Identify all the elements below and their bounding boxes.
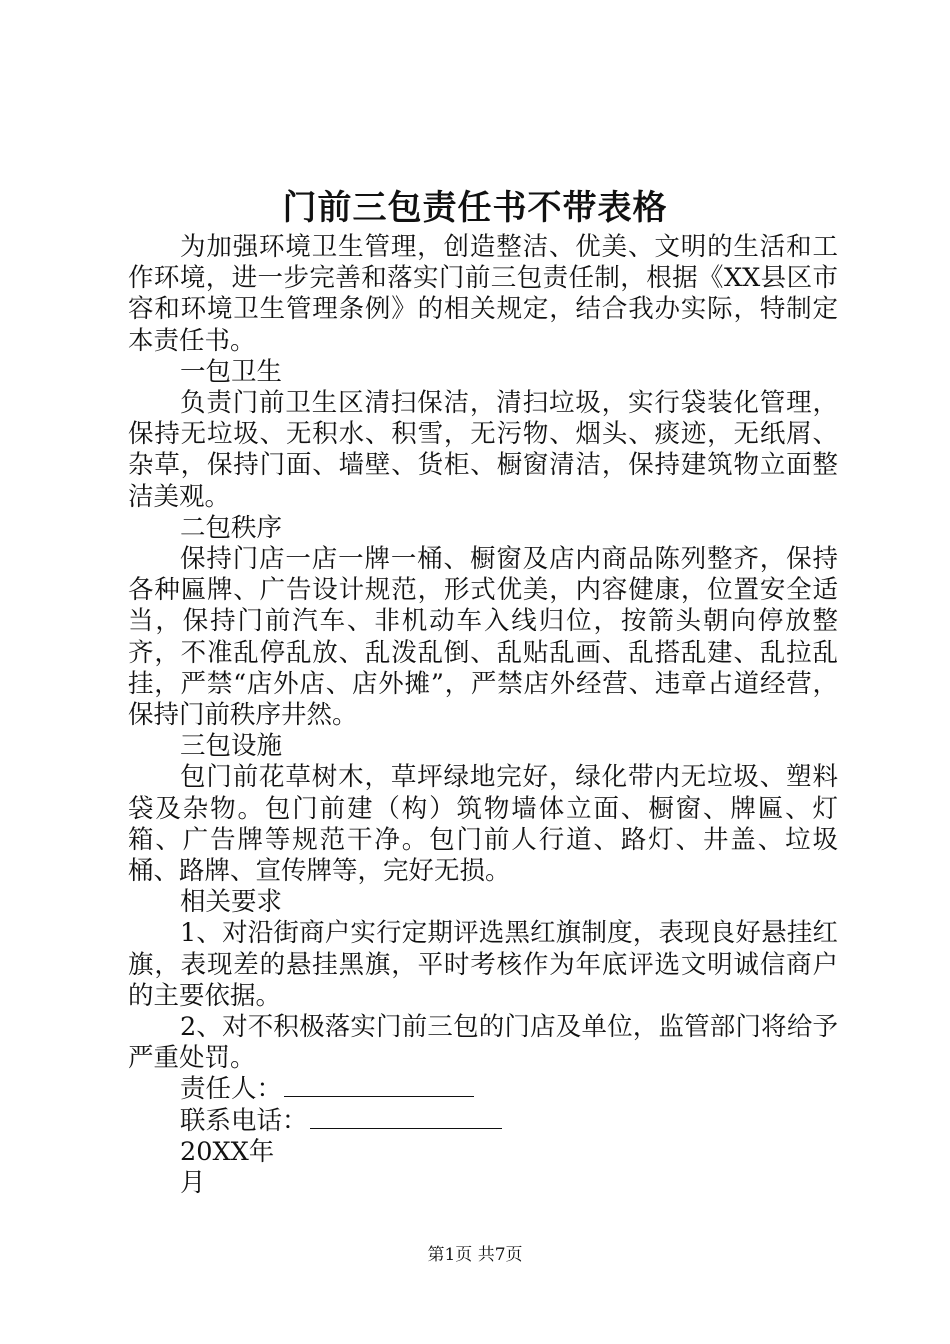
section-text-order: 保持门店一店一牌一桶、橱窗及店内商品陈列整齐，保持各种匾牌、广告设计规范，形式优美，内容健康，位置安全适当，保持门前汽车、非机动车入线归位，按箭头朝向停放整齐，不准乱停乱放、乱泼乱倒、乱贴乱画、乱搭乱建、乱拉乱挂，严禁“店外店、店外摊”，严禁店外经营、违章占道经营，保持门前秩序井然。 (128, 544, 838, 731)
requirement-item-1: 1、对沿街商户实行定期评选黑红旗制度，表现良好悬挂红旗，表现差的悬挂黑旗，平时考核作为年底评选文明诚信商户的主要依据。 (128, 918, 838, 1011)
intro-paragraph: 为加强环境卫生管理，创造整洁、优美、文明的生活和工作环境，进一步完善和落实门前三包责任制，根据《XX县区市容和环境卫生管理条例》的相关规定，结合我办实际，特制定本责任书。 (128, 232, 838, 356)
signature-person-label: 责任人： (180, 1074, 283, 1105)
section-heading-facilities: 三包设施 (180, 731, 283, 762)
section-heading-requirements: 相关要求 (180, 887, 283, 918)
requirement-item-2: 2、对不积极落实门前三包的门店及单位，监管部门将给予严重处罚。 (128, 1012, 838, 1074)
signature-person-line (128, 1074, 838, 1105)
section-heading-order: 二包秩序 (180, 512, 283, 543)
section-text-facilities: 包门前花草树木，草坪绿地完好，绿化带内无垃圾、塑料袋及杂物。包门前建（构）筑物墙体立面、橱窗、牌匾、灯箱、广告牌等规范干净。包门前人行道、路灯、井盖、垃圾桶、路牌、宣传牌等，完好无损。 (128, 762, 838, 887)
signature-year: 20XX年 (180, 1136, 275, 1167)
section-heading-sanitation: 一包卫生 (180, 356, 283, 387)
signature-phone-label: 联系电话： (180, 1105, 308, 1136)
page-footer: 第1页 共7页 (427, 1245, 523, 1265)
section-text-sanitation: 负责门前卫生区清扫保洁，清扫垃圾，实行袋装化管理，保持无垃圾、无积水、积雪，无污物、烟头、痰迹，无纸屑、杂草，保持门面、墙壁、货柜、橱窗清洁，保持建筑物立面整洁美观。 (128, 388, 838, 512)
signature-phone-blank[interactable] (310, 1106, 502, 1129)
document-title: 门前三包责任书不带表格 (282, 188, 668, 228)
signature-month: 月 (180, 1168, 206, 1199)
signature-phone-line (128, 1106, 838, 1137)
document-body (128, 232, 838, 1199)
signature-person-blank[interactable] (284, 1074, 474, 1097)
